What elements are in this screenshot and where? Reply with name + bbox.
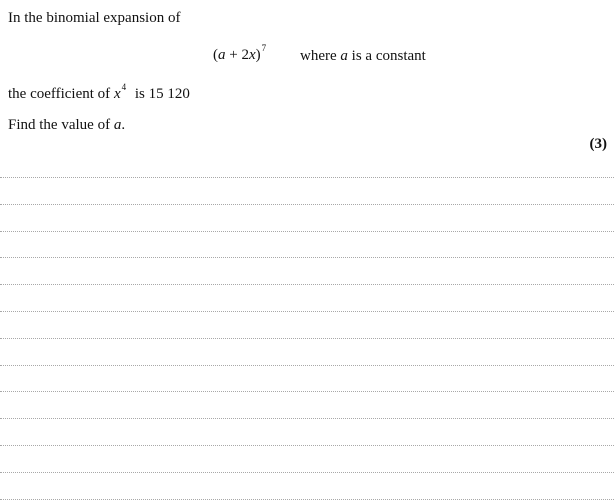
close-paren: ) [255, 47, 261, 63]
condition-prefix: where [300, 48, 341, 64]
task-suffix: . [121, 117, 126, 133]
coefficient-exponent: 4 [121, 82, 127, 92]
coefficient-prefix: the coefficient of [8, 86, 114, 102]
answer-line[interactable] [0, 284, 614, 285]
answer-line[interactable] [0, 445, 614, 446]
variable-x: x [248, 47, 256, 63]
exponent-7: 7 [261, 43, 267, 53]
answer-line[interactable] [0, 177, 614, 178]
task-prefix: Find the value of [8, 117, 114, 133]
answer-line[interactable] [0, 311, 614, 312]
answer-line[interactable] [0, 472, 614, 473]
answer-line[interactable] [0, 257, 614, 258]
answer-line[interactable] [0, 231, 614, 232]
answer-line[interactable] [0, 499, 614, 500]
answer-line[interactable] [0, 391, 614, 392]
answer-line[interactable] [0, 204, 614, 205]
answer-line[interactable] [0, 365, 614, 366]
variable-a: a [218, 47, 226, 63]
plus-two: + 2 [225, 47, 249, 63]
answer-line[interactable] [0, 418, 614, 419]
answer-line[interactable] [0, 338, 614, 339]
condition-suffix: is a constant [347, 48, 426, 64]
intro-text: In the binomial expansion of [8, 10, 181, 26]
binomial-expression [213, 43, 267, 65]
constant-condition [300, 47, 426, 65]
coefficient-variable: x [113, 86, 121, 102]
open-paren: ( [213, 47, 218, 63]
task-instruction [8, 116, 125, 134]
task-variable: a [113, 117, 122, 133]
marks-label: (3) [589, 136, 607, 152]
coefficient-statement [8, 82, 190, 104]
coefficient-suffix: is 15 120 [131, 86, 190, 102]
condition-variable: a [340, 48, 348, 64]
